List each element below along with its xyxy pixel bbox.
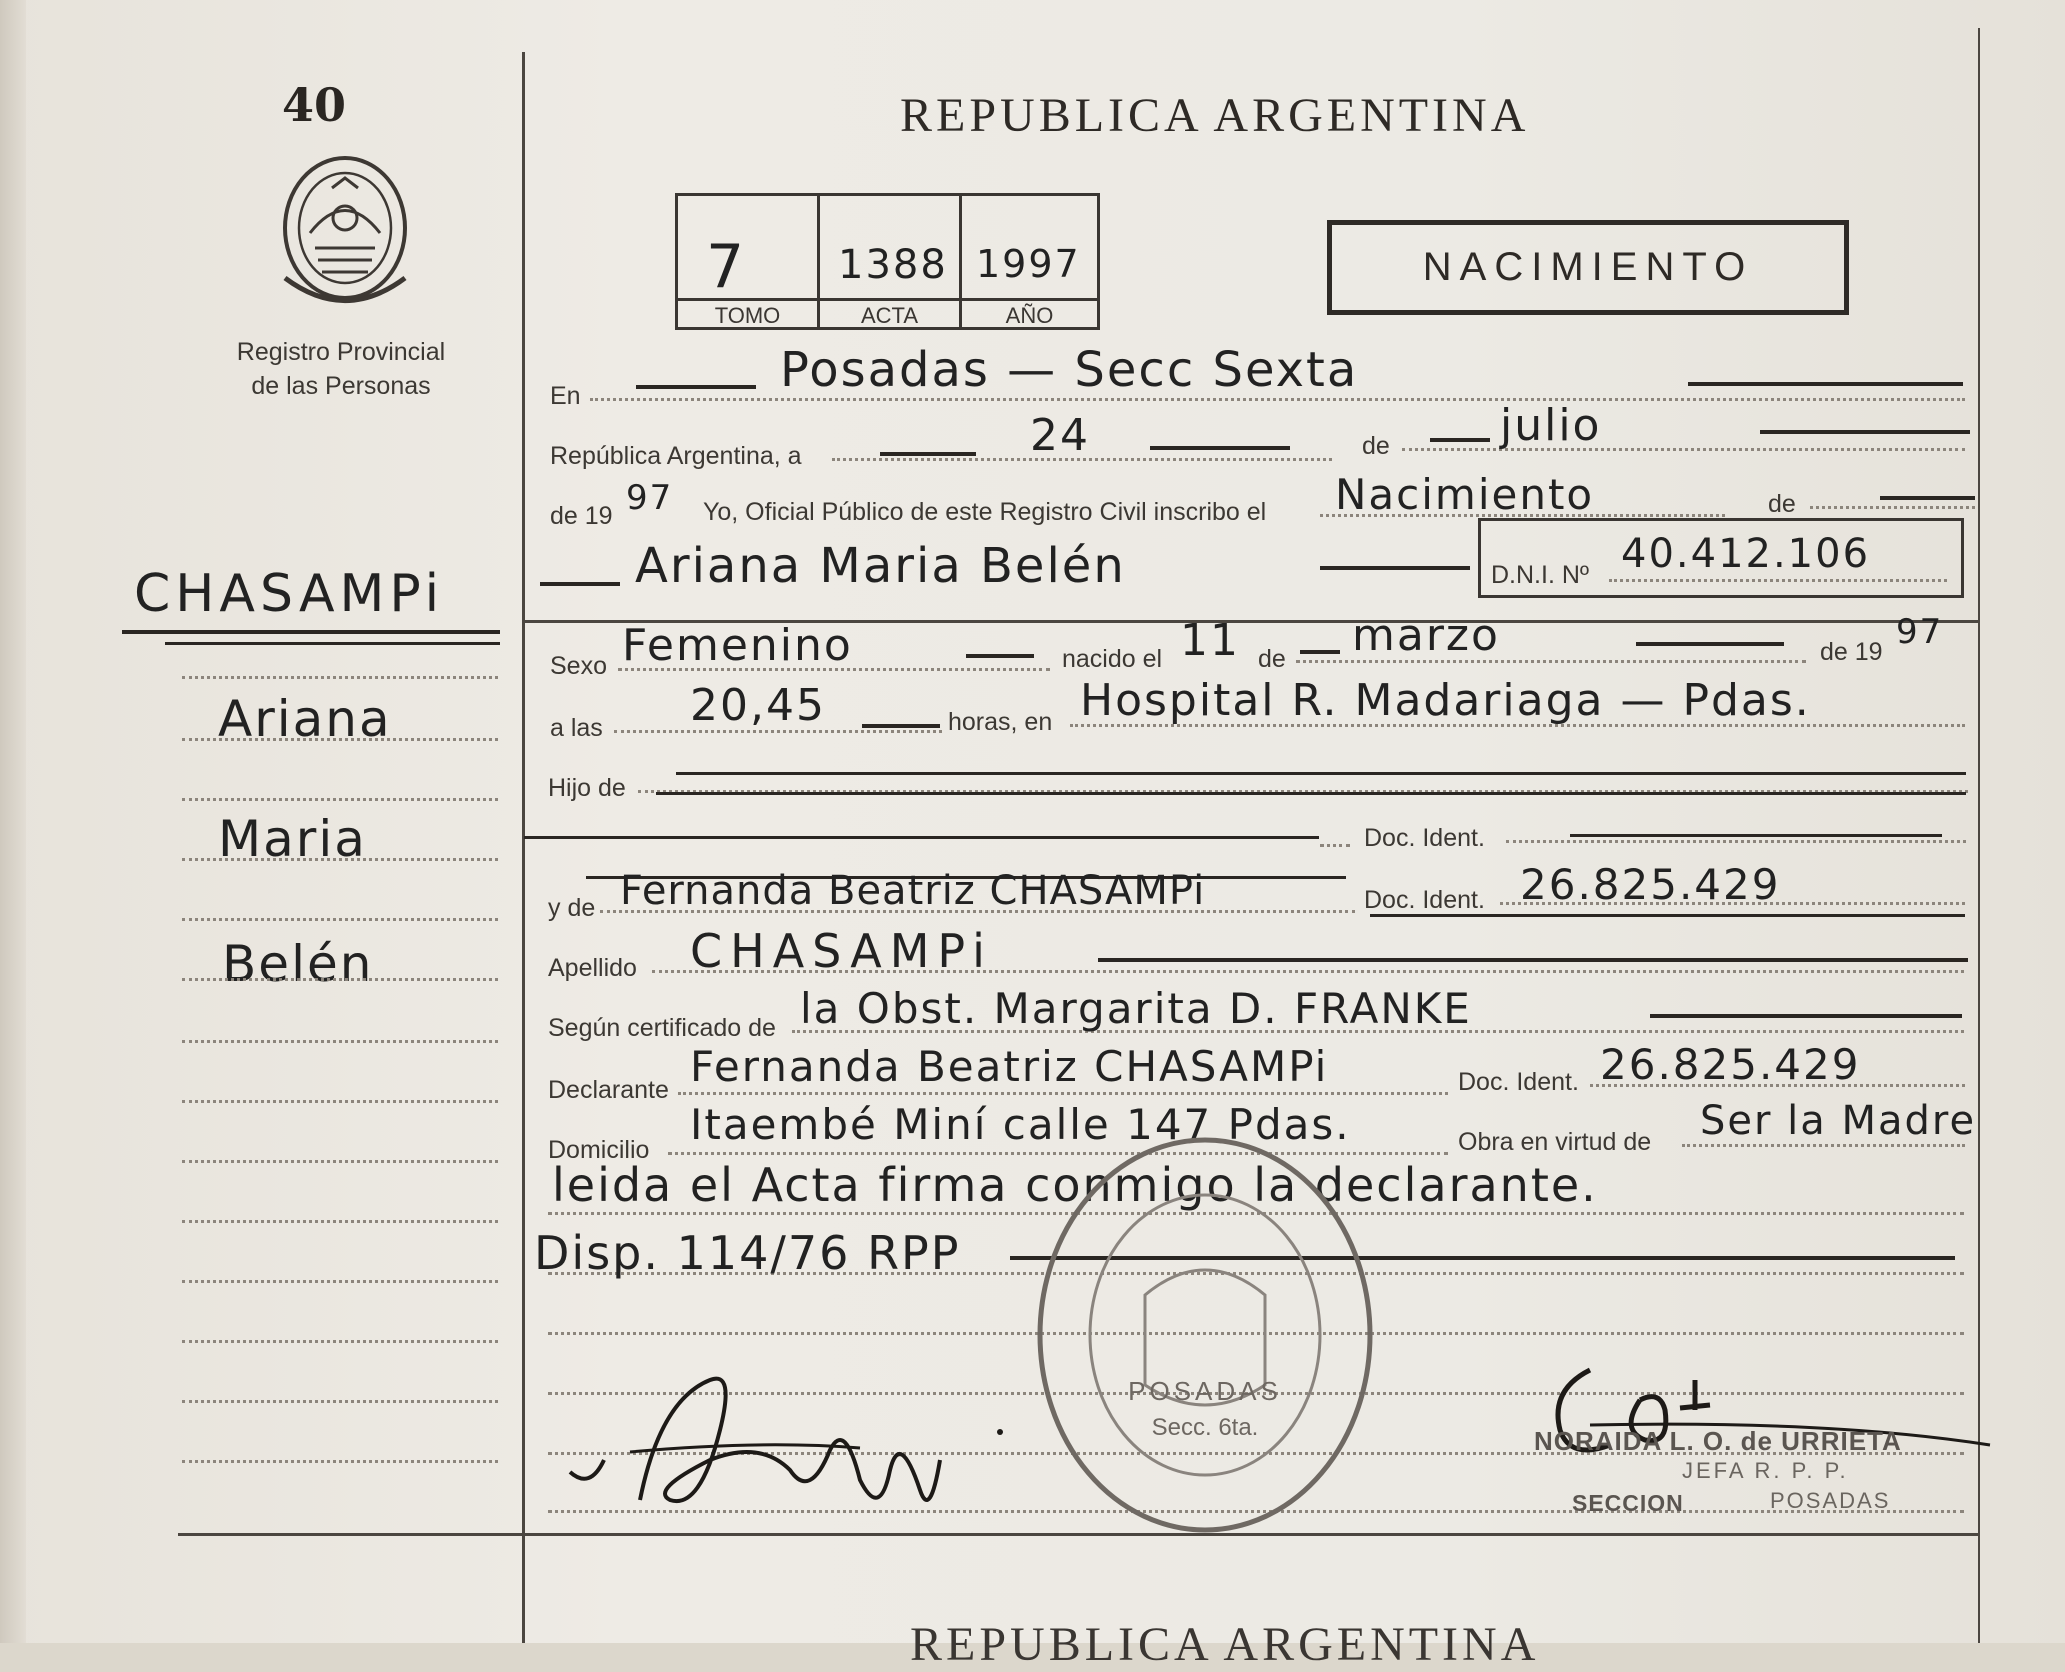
time-value: 20,45 <box>690 680 826 731</box>
de19-label-2: de 19 <box>1820 638 1883 666</box>
de-label: de <box>1362 432 1390 460</box>
pen-stroke <box>1650 1014 1962 1018</box>
year-value: 97 <box>626 478 674 518</box>
pen-stroke <box>656 792 1966 795</box>
pen-stroke <box>1760 430 1970 434</box>
register-box <box>675 193 1100 330</box>
official-round-stamp <box>1030 1125 1380 1545</box>
margin-dotted-row <box>182 1040 498 1043</box>
declarante-doc-value: 26.825.429 <box>1600 1040 1861 1089</box>
pen-stroke <box>1570 834 1942 837</box>
tomo-value: 7 <box>706 232 747 302</box>
binder-edge <box>0 0 26 1643</box>
province-seal-icon <box>270 148 420 308</box>
country-header: REPUBLICA ARGENTINA <box>900 89 1530 142</box>
margin-dotted-row <box>182 1220 498 1223</box>
acta-value: 1388 <box>838 242 948 288</box>
ano-cell <box>959 193 1100 330</box>
obra-dotted-line <box>1682 1144 1965 1147</box>
event-value: Nacimiento <box>1335 470 1595 519</box>
dni-dotted-line <box>1609 579 1947 582</box>
margin-dotted-row <box>182 1100 498 1103</box>
doc-ident-label: Doc. Ident. <box>1364 824 1485 852</box>
registry-name-line2: de las Personas <box>251 372 431 400</box>
margin-dotted-row <box>182 1460 498 1463</box>
de-label-2: de <box>1768 490 1796 518</box>
pen-stroke <box>636 385 756 389</box>
registry-name <box>196 335 486 403</box>
horas-label: horas, en <box>948 708 1053 736</box>
margin-given-name-3: Belén <box>222 935 374 993</box>
father-doc-dots <box>1320 844 1350 847</box>
ano-label-divider <box>962 298 1097 301</box>
de-label-3: de <box>1258 645 1286 673</box>
declarante-dotted-line <box>678 1092 1448 1095</box>
inscribo-label: Yo, Oficial Público de este Registro Civil inscribo el <box>703 498 1267 526</box>
margin-dotted-row <box>182 676 498 679</box>
pen-stroke <box>524 836 1319 839</box>
ano-value: 1997 <box>976 242 1081 286</box>
pen-stroke <box>1320 566 1470 570</box>
tomo-label-divider <box>678 298 817 301</box>
father-doc-dotted-line <box>1506 840 1966 843</box>
certificado-value: la Obst. Margarita D. FRANKE <box>800 984 1472 1033</box>
pen-stroke <box>1150 446 1290 450</box>
acta-label-divider <box>820 298 959 301</box>
doc-ident-label-2: Doc. Ident. <box>1364 886 1485 914</box>
apellido-label: Apellido <box>548 954 637 982</box>
margin-surname-underline <box>122 630 500 634</box>
obra-value: Ser la Madre <box>1700 1098 1977 1144</box>
nacido-label: nacido el <box>1062 645 1163 673</box>
sexo-value: Femenino <box>622 620 853 671</box>
dni-label: D.N.I. Nº <box>1491 561 1590 589</box>
hijo-label: Hijo de <box>548 774 626 802</box>
place-value: Hospital R. Madariaga — Pdas. <box>1080 675 1811 726</box>
pen-stroke <box>676 772 1966 775</box>
section-city: POSADAS <box>1770 1488 1891 1513</box>
pen-stroke <box>540 582 620 586</box>
margin-dotted-row <box>182 918 498 921</box>
tomo-label: TOMO <box>714 303 781 328</box>
stamp-city: POSADAS <box>1128 1376 1282 1406</box>
domicilio-value: Itaembé Miní calle 147 Pdas. <box>690 1100 1351 1149</box>
month-value: julio <box>1500 400 1602 451</box>
declarant-signature <box>560 1360 1020 1530</box>
margin-divider <box>522 52 525 1643</box>
margin-given-name-1: Ariana <box>218 690 392 748</box>
pen-stroke <box>1300 650 1340 654</box>
margin-dotted-row <box>182 1340 498 1343</box>
birth-year-value: 97 <box>1896 612 1944 652</box>
dni-box <box>1478 518 1964 598</box>
de2-dotted-line <box>1810 506 1975 509</box>
tomo-cell <box>675 193 820 330</box>
birth-month-value: marzo <box>1352 610 1500 661</box>
margin-dotted-row <box>182 978 498 981</box>
official-title: JEFA R. P. P. <box>1682 1458 1849 1483</box>
mother-value: Fernanda Beatriz CHASAMPi <box>620 868 1206 914</box>
declarante-label: Declarante <box>548 1076 669 1104</box>
margin-dotted-row <box>182 1400 498 1403</box>
section-label: SECCION <box>1572 1490 1684 1516</box>
republica-label: República Argentina, a <box>550 442 802 470</box>
pen-stroke <box>1688 382 1963 386</box>
page-number: 40 <box>282 78 347 132</box>
alas-label: a las <box>550 714 603 742</box>
margin-dotted-row <box>182 858 498 861</box>
margin-dotted-row <box>182 798 498 801</box>
pen-stroke <box>1880 496 1975 500</box>
pen-stroke <box>880 452 976 456</box>
notes-line-2: Disp. 114/76 RPP <box>534 1226 961 1280</box>
record-type-box <box>1327 220 1849 315</box>
domicilio-label: Domicilio <box>548 1136 650 1164</box>
margin-dotted-row <box>182 738 498 741</box>
pen-stroke <box>862 724 940 728</box>
mother-doc-value: 26.825.429 <box>1520 860 1781 909</box>
full-name-value: Ariana Maria Belén <box>635 538 1126 594</box>
birth-day-value: 11 <box>1180 615 1240 666</box>
margin-dotted-row <box>182 1280 498 1283</box>
sexo-label: Sexo <box>550 652 607 680</box>
pen-stroke <box>1430 438 1490 442</box>
margin-surname-underline2 <box>165 642 500 645</box>
notes-line-1: leida el Acta firma conmigo la declarante. <box>552 1158 1598 1212</box>
declarante-value: Fernanda Beatriz CHASAMPi <box>690 1042 1329 1091</box>
apellido-value: CHASAMPi <box>690 924 993 978</box>
margin-surname: CHASAMPi <box>134 564 445 624</box>
month-dotted-line <box>1402 448 1965 451</box>
en-value: Posadas — Secc Sexta <box>780 342 1359 398</box>
margin-dotted-row <box>182 1160 498 1163</box>
yde-label: y de <box>548 894 596 922</box>
ano-label: AÑO <box>1005 303 1054 328</box>
pen-stroke <box>1636 642 1784 646</box>
next-record-country-header: REPUBLICA ARGENTINA <box>910 1618 1540 1671</box>
doc-ident-label-3: Doc. Ident. <box>1458 1068 1579 1096</box>
margin-given-name-2: Maria <box>218 810 367 868</box>
pen-stroke <box>966 654 1034 658</box>
de19-label: de 19 <box>550 502 613 530</box>
dni-value: 40.412.106 <box>1621 531 1871 577</box>
day-value: 24 <box>1030 410 1090 461</box>
pen-stroke <box>1370 914 1965 917</box>
acta-label: ACTA <box>860 303 919 328</box>
en-label: En <box>550 382 581 410</box>
record-type-label: NACIMIENTO <box>1422 245 1754 289</box>
acta-cell <box>817 193 962 330</box>
certificado-label: Según certificado de <box>548 1014 776 1042</box>
registry-name-line1: Registro Provincial <box>236 338 446 366</box>
obra-label: Obra en virtud de <box>1458 1128 1652 1156</box>
en-dotted-line <box>590 398 1965 401</box>
official-name: NORAIDA L. O. de URRIETA <box>1534 1426 1902 1456</box>
stamp-section: Secc. 6ta. <box>1151 1414 1259 1441</box>
pen-stroke <box>1098 958 1968 962</box>
